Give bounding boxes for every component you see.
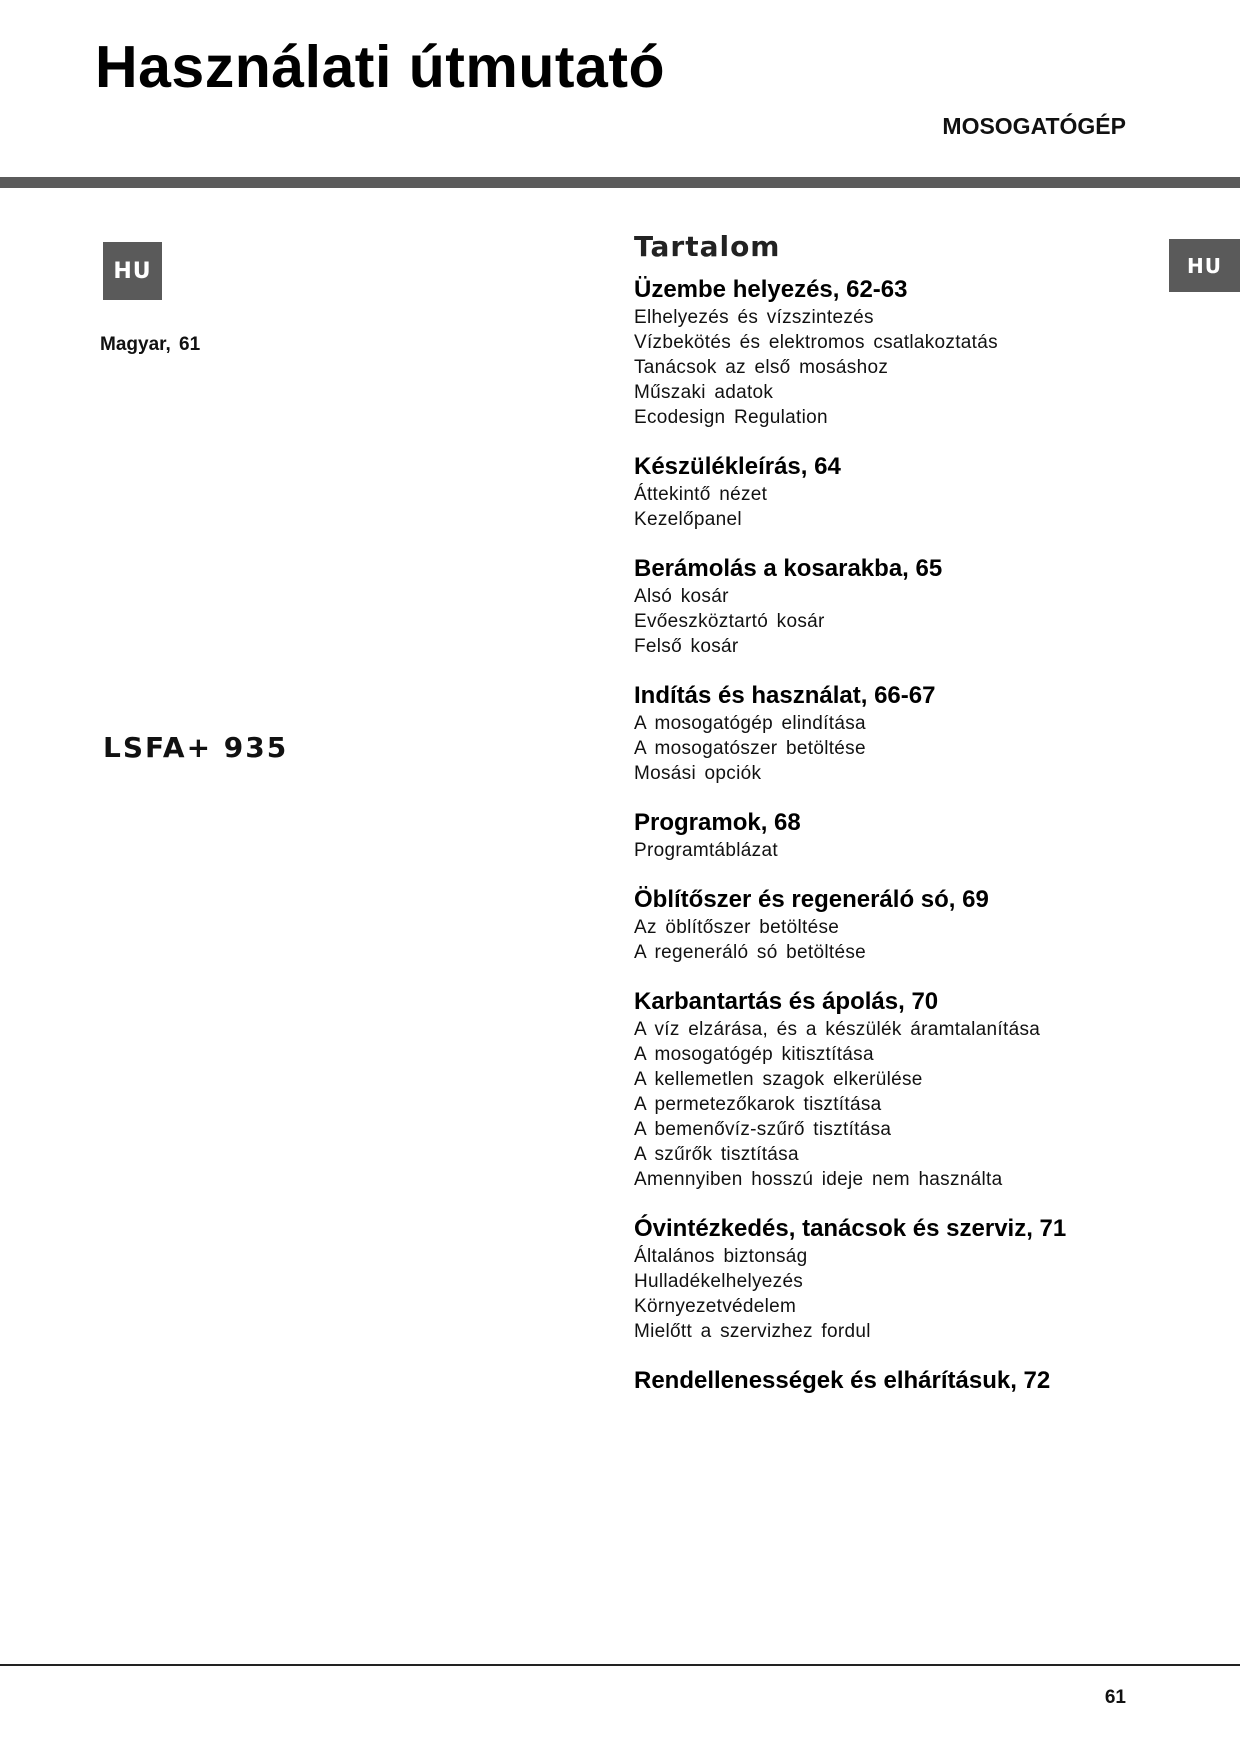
toc-section-list — [634, 275, 1154, 1396]
toc-section — [634, 275, 1154, 430]
toc-item: A kellemetlen szagok elkerülése — [634, 1069, 923, 1090]
toc-section-title: Rendellenességek és elhárításuk, 72 — [634, 1367, 1051, 1394]
toc-item: A víz elzárása, és a készülék áramtalanítása — [634, 1019, 1041, 1040]
header-divider — [0, 177, 1240, 188]
toc-item: Alsó kosár — [634, 586, 729, 607]
toc-section — [634, 452, 1154, 532]
toc-item: A mosogatószer betöltése — [634, 738, 866, 759]
toc-section — [634, 1214, 1154, 1344]
toc-section-title: Készülékleírás, 64 — [634, 453, 841, 480]
toc-item: Általános biztonság — [634, 1246, 808, 1267]
footer-divider — [0, 1664, 1240, 1666]
model-name: LSFA+ 935 — [103, 731, 289, 764]
toc-section — [634, 1366, 1154, 1396]
toc-section-title: Üzembe helyezés, 62-63 — [634, 276, 908, 303]
document-title: Használati útmutató — [95, 34, 666, 100]
language-index: Magyar, 61 — [100, 334, 201, 355]
toc-section-title: Öblítőszer és regeneráló só, 69 — [634, 886, 989, 913]
toc-item: Kezelőpanel — [634, 509, 742, 530]
toc-item: Környezetvédelem — [634, 1296, 797, 1317]
language-badge: HU — [103, 242, 162, 300]
toc-item: Felső kosár — [634, 636, 739, 657]
toc-item: Programtáblázat — [634, 840, 778, 861]
toc-item: Mosási opciók — [634, 763, 762, 784]
toc-section — [634, 808, 1154, 863]
toc-heading: Tartalom — [634, 230, 781, 263]
toc-item: A permetezőkarok tisztítása — [634, 1094, 882, 1115]
toc-section-title: Karbantartás és ápolás, 70 — [634, 988, 939, 1015]
toc-item: A szűrők tisztítása — [634, 1144, 799, 1165]
toc-section-title: Programok, 68 — [634, 809, 801, 836]
table-of-contents — [634, 230, 1154, 1418]
toc-section — [634, 554, 1154, 659]
language-side-tab: HU — [1169, 239, 1240, 292]
toc-item: Evőeszköztartó kosár — [634, 611, 825, 632]
toc-section — [634, 681, 1154, 786]
toc-section-title: Indítás és használat, 66-67 — [634, 682, 936, 709]
toc-item: A mosogatógép elindítása — [634, 713, 866, 734]
toc-item: A mosogatógép kitisztítása — [634, 1044, 874, 1065]
toc-section-title: Berámolás a kosarakba, 65 — [634, 555, 943, 582]
toc-item: Áttekintő nézet — [634, 484, 768, 505]
toc-section — [634, 987, 1154, 1192]
toc-item: Mielőtt a szervizhez fordul — [634, 1321, 871, 1342]
toc-section — [634, 885, 1154, 965]
toc-item: Amennyiben hosszú ideje nem használta — [634, 1169, 1003, 1190]
page-number: 61 — [1104, 1687, 1126, 1708]
toc-item: Az öblítőszer betöltése — [634, 917, 840, 938]
toc-item: Hulladékelhelyezés — [634, 1271, 804, 1292]
toc-section-title: Óvintézkedés, tanácsok és szerviz, 71 — [634, 1215, 1067, 1242]
toc-item: Vízbekötés és elektromos csatlakoztatás — [634, 332, 998, 353]
toc-item: Tanácsok az első mosáshoz — [634, 357, 889, 378]
document-subtitle: MOSOGATÓGÉP — [942, 113, 1126, 139]
toc-item: Elhelyezés és vízszintezés — [634, 307, 874, 328]
toc-item: A bemenővíz-szűrő tisztítása — [634, 1119, 892, 1140]
toc-item: Műszaki adatok — [634, 382, 774, 403]
toc-item: Ecodesign Regulation — [634, 407, 828, 428]
toc-item: A regeneráló só betöltése — [634, 942, 866, 963]
